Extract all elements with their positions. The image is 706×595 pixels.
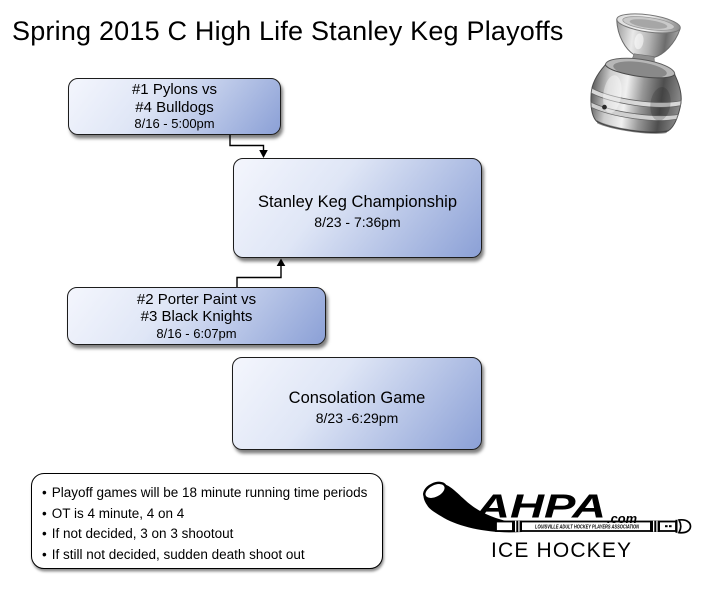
- rule-text: If still not decided, sudden death shoot out: [51, 546, 305, 562]
- bullet-icon: •: [42, 546, 47, 562]
- arrowhead-down-icon: [259, 150, 268, 158]
- championship-game-box: [233, 158, 482, 258]
- stick-butt-knob: [679, 520, 691, 533]
- stick-tape-right: [650, 521, 660, 532]
- stick-butt-line: [676, 520, 678, 533]
- matchup-team-line: #2 Porter Paint vs: [136, 290, 257, 308]
- rule-item: [42, 483, 378, 504]
- matchup-semifinal-2: [67, 287, 326, 345]
- game-datetime: 8/23 - 7:36pm: [314, 214, 401, 230]
- game-datetime: 8/23 -6:29pm: [315, 409, 399, 426]
- bullet-icon: •: [42, 505, 47, 521]
- keg-trophy-icon: [583, 0, 701, 136]
- consolation-game-box: [232, 357, 482, 450]
- page-title: Spring 2015 C High Life Stanley Keg Playoffs: [12, 16, 564, 46]
- matchup-team-line: #4 Bulldogs: [135, 98, 214, 116]
- bullet-icon: •: [42, 526, 47, 541]
- matchup-team-line: #1 Pylons vs: [131, 81, 218, 98]
- matchup-team-line: #3 Black Knights: [140, 308, 253, 325]
- connector-semifinal2-to-final: [237, 265, 281, 287]
- matchup-datetime: 8/16 - 6:07pm: [156, 325, 237, 341]
- ahpa-logo: [410, 478, 700, 570]
- rule-item: [42, 545, 378, 566]
- arrowhead-up-icon: [277, 259, 286, 267]
- game-name: Consolation Game: [288, 388, 426, 407]
- rule-text: OT is 4 minute, 4 on 4: [51, 505, 185, 521]
- rule-text: Playoff games will be 18 minute running time periods: [51, 485, 368, 500]
- connector-semifinal1-to-final: [230, 134, 264, 151]
- matchup-datetime: 8/16 - 5:00pm: [134, 116, 215, 131]
- rule-item: [42, 504, 378, 525]
- rules-box: [31, 473, 383, 569]
- bullet-icon: •: [42, 485, 47, 500]
- rule-text: If not decided, 3 on 3 shootout: [51, 526, 234, 541]
- logo-shaft-text: LOUISVILLE ADULT HOCKEY PLAYERS ASSOCIATION: [535, 524, 640, 531]
- logo-domain-suffix: .com: [607, 512, 637, 526]
- logo-acronym: AHPA: [474, 487, 606, 525]
- matchup-semifinal-1: [68, 78, 281, 135]
- game-name: Stanley Keg Championship: [257, 193, 458, 211]
- logo-sport-label: ICE HOCKEY: [491, 539, 631, 562]
- rule-item: [42, 524, 378, 545]
